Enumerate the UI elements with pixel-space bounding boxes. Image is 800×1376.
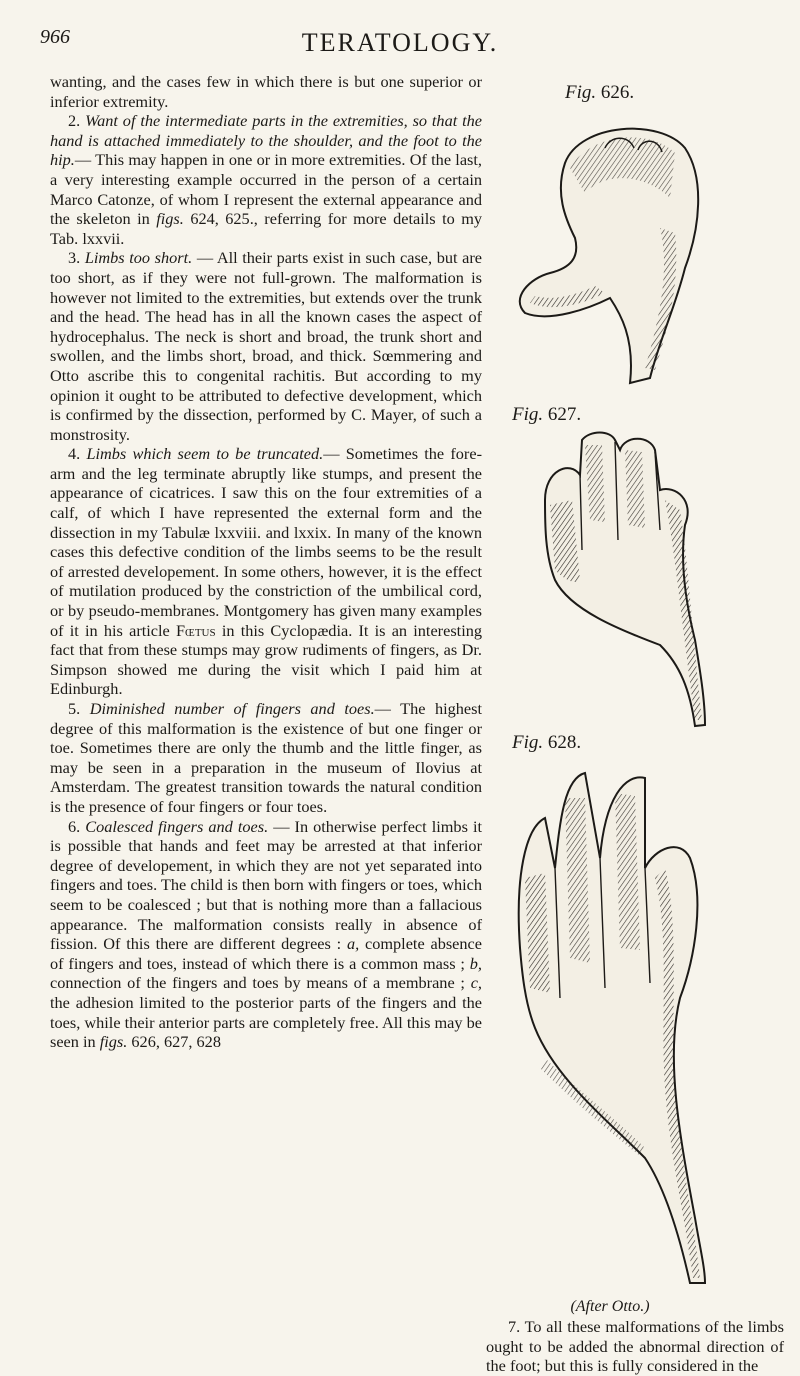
figure-caption: (After Otto.)	[570, 1298, 650, 1315]
page-number: 966	[40, 26, 70, 48]
section-body-tail: 626, 627, 628	[127, 1032, 221, 1052]
section-body: — The highest degree of this malformation is the existence of but one finger or toe. Sometimes there are only the thumb and the little finger, as may be seen in a preparation in the museum of Ilovius at Amsterdam. The greatest transition towards the natural condition is the presence of four fingers or four toes.	[50, 699, 482, 816]
section-heading: Limbs which seem to be truncated.	[86, 444, 324, 464]
paragraph-6	[50, 817, 482, 1052]
hand-outline	[519, 773, 705, 1283]
item-text: complete absence of fingers and toes, instead of which there is a common mass ;	[50, 934, 482, 973]
fig-627-illustration	[510, 430, 720, 730]
section-body-tail: 624, 625., referring for more details to my Tab. lxxvii.	[50, 209, 483, 248]
foetus-ref: Fœtus	[175, 620, 216, 640]
section-heading: Limbs too short.	[84, 248, 193, 268]
figs-ref: figs.	[99, 1032, 128, 1052]
item-letter: b,	[469, 953, 482, 973]
paragraph-5	[50, 699, 482, 817]
section-number: 5.	[68, 699, 81, 718]
fig-628-illustration	[505, 758, 720, 1288]
paragraph-2	[50, 111, 482, 248]
fig-627-label: Fig. 627.	[512, 404, 582, 425]
item-text: connection of the fingers and toes by means of a membrane ;	[50, 973, 471, 993]
running-head: TERATOLOGY.	[301, 28, 499, 57]
fig-626-label: Fig. 626.	[565, 82, 635, 103]
section-body: — In otherwise perfect limbs it is possible that hands and feet may be arrested at that inferior degree of developement, in which they are not yet separated into fingers and toes. The child is then born with fingers or toes, which seem to be coalesced ; but that is nothing more than a fallacious appearance. The malformation consists really in absence of fission. Of this there are different degrees :	[50, 816, 482, 954]
section-number: 2.	[68, 111, 81, 131]
fig-626-illustration	[510, 108, 715, 393]
section-body: — All their parts exist in such case, but are too short, as if they were not full-grown. The malformation is however not limited to the extremities, but extends over the trunk and the head. The head has in all the known cases the aspect of hydrocephalus. The neck is short and broad, the trunk short and swollen, and the limbs short, broad, and thick. Sœmmering and Otto ascribe this to congenital rachitis. But according to my opinion it ought to be attributed to defective development, which is confirmed by the dissection, performed by C. Mayer, of such a monstrosity.	[50, 248, 482, 444]
section-heading: Diminished number of fingers and toes.	[89, 699, 375, 718]
section-number: 3.	[68, 248, 81, 268]
section-number: 6.	[68, 816, 81, 836]
right-column-text	[486, 1317, 784, 1376]
section-heading: Want of the intermediate parts in the extremities, so that the hand is attached immediately to the shoulder, and the foot to the hip.	[50, 111, 482, 170]
paragraph-0: wanting, and the cases few in which there is but one superior or inferior extremity.	[50, 72, 482, 111]
figs-ref: figs.	[156, 209, 184, 229]
paragraph-4	[50, 444, 482, 699]
item-letter: c,	[470, 973, 482, 993]
item-letter: a,	[346, 934, 360, 954]
paragraph-3	[50, 248, 482, 444]
paragraph-7: 7. To all these malformations of the limbs ought to be added the abnormal direction of the foot; but this is fully considered in the	[486, 1317, 784, 1376]
section-body: — Sometimes the fore-arm and the leg terminate abruptly like stumps, and present the appearance of cicatrices. I saw this on the four extremities of a calf, of which I have represented the external form and the dissection in my Tabulæ lxxviii. and lxxix. In many of the known cases this defective condition of the limbs seems to be the result of arrested developement. In some others, however, it is the effect of mutilation produced by the constriction of the umbilical cord, or by pseudo-membranes. Montgomery has given many examples of it in his article	[50, 444, 482, 640]
left-column	[50, 72, 482, 1052]
section-heading: Coalesced fingers and toes.	[85, 816, 269, 836]
section-body-tail: in this Cyclopædia. It is an interesting fact that from these stumps may grow rudiments of fingers, as Dr. Simpson showed me during the visit which I paid him at Edinburgh.	[50, 620, 482, 699]
item-text: the adhesion limited to the posterior parts of the fingers and the toes, while their anterior parts are completely free. All this may be seen in	[50, 992, 482, 1052]
section-body: — This may happen in one or in more extremities. Of the last, a very interesting example occurred in the person of a certain Marco Catonze, of whom I represent the external appearance and the skeleton in	[50, 150, 482, 229]
section-number: 4.	[68, 444, 81, 464]
fig-628-label: Fig. 628.	[512, 732, 582, 753]
